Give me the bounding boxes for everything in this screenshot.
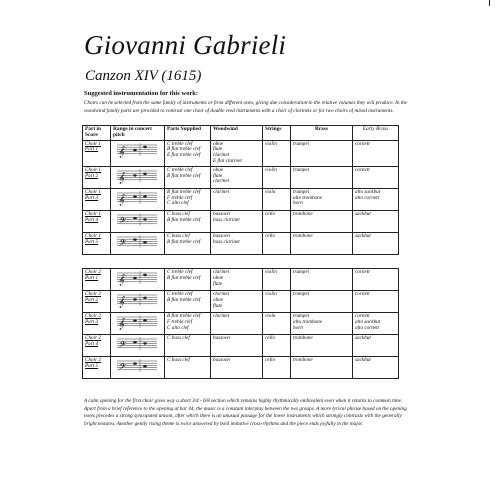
brass-cell-line: trumpet — [293, 140, 310, 147]
part-cell-line: Part 3 — [85, 318, 99, 325]
table-row — [83, 313, 399, 335]
early-brass-cell-line: alto cornett — [355, 324, 380, 331]
strings-cell-line: violin — [265, 166, 277, 173]
parts-supplied-cell — [165, 188, 211, 210]
brass-cell-line: trumpet — [293, 313, 310, 319]
parts-supplied-cell-line: C bass clef — [167, 357, 190, 363]
part-cell — [83, 188, 111, 210]
suggested-heading: Suggested instrumentation for this work: — [84, 90, 198, 97]
brass-cell-line: trumpet — [293, 188, 310, 195]
table-row — [83, 140, 399, 166]
part-cell — [83, 210, 111, 232]
range-cell — [111, 232, 165, 254]
parts-supplied-cell — [165, 210, 211, 232]
header-woodwind: Woodwind — [211, 126, 263, 141]
parts-supplied-cell — [165, 313, 211, 335]
table-row — [83, 335, 399, 357]
brass-cell-line: trombone — [293, 232, 313, 239]
strings-cell-line: viola — [265, 313, 276, 319]
range-staff-icon — [111, 141, 163, 158]
parts-supplied-cell-line: B flat treble clef — [167, 274, 201, 281]
parts-supplied-cell — [165, 357, 211, 379]
parts-supplied-cell-line: B flat treble clef — [167, 172, 201, 179]
strings-cell-line: cello — [265, 357, 276, 363]
strings-cell — [263, 269, 291, 291]
early-brass-cell — [353, 335, 399, 357]
woodwind-cell-line: clarinet — [213, 269, 230, 275]
parts-supplied-cell-line: E flat treble clef — [167, 152, 201, 159]
range-cell — [111, 188, 165, 210]
woodwind-cell — [211, 140, 263, 166]
woodwind-cell-line: bass clarinet — [213, 238, 240, 245]
early-brass-cell-line: alto cornett — [355, 194, 380, 201]
header-strings: Strings — [263, 126, 291, 141]
early-brass-cell-line: alto sackbut — [355, 188, 381, 195]
woodwind-cell — [211, 357, 263, 379]
brass-cell-line: horn — [293, 324, 303, 331]
early-brass-cell — [353, 140, 399, 166]
strings-cell-line: violin — [265, 269, 277, 275]
brass-cell — [291, 291, 353, 313]
parts-supplied-cell-line: B flat treble clef — [167, 188, 201, 195]
woodwind-cell-line: oboe — [213, 166, 224, 173]
brass-cell-line: trumpet — [293, 269, 310, 275]
brass-cell-line: alto trombone — [293, 194, 323, 201]
brass-cell-line: alto trombone — [293, 318, 323, 325]
parts-supplied-cell-line: B flat treble clef — [167, 313, 201, 319]
part-cell-line: Part 5 — [85, 238, 99, 245]
strings-cell — [263, 335, 291, 357]
woodwind-cell-line: clarinet — [213, 178, 230, 185]
header-part: Part in Score — [83, 126, 111, 141]
svg-text:𝄞: 𝄞 — [118, 194, 124, 206]
brass-cell-line: trombone — [293, 210, 313, 217]
woodwind-cell — [211, 188, 263, 210]
parts-supplied-cell-line: C bass clef — [167, 335, 190, 341]
woodwind-cell-line: clarinet — [213, 313, 230, 319]
part-cell-line: Choir 1 — [85, 188, 101, 195]
brass-cell — [291, 357, 353, 379]
parts-supplied-cell-line: B flat treble clef — [167, 238, 201, 245]
parts-supplied-cell-line: C treble clef — [167, 166, 193, 173]
parts-supplied-cell — [165, 140, 211, 166]
svg-text:𝄞: 𝄞 — [118, 297, 124, 308]
part-cell-line: Choir 1 — [85, 140, 101, 147]
strings-cell — [263, 188, 291, 210]
part-cell-line: Choir 2 — [85, 269, 101, 275]
early-brass-cell-line: sackbut — [355, 357, 371, 363]
woodwind-cell — [211, 210, 263, 232]
early-brass-cell-line: cornett — [355, 313, 370, 319]
part-cell-line: Choir 1 — [85, 166, 101, 173]
strings-cell-line: cello — [265, 210, 276, 217]
early-brass-cell-line: sackbut — [355, 210, 371, 217]
strings-cell-line: violin — [265, 291, 277, 297]
part-cell-line: Choir 2 — [85, 291, 101, 297]
choir-2-table — [82, 268, 399, 379]
table-header-row — [83, 126, 399, 141]
parts-supplied-cell-line: F treble clef — [167, 318, 193, 325]
woodwind-cell-line: oboe — [213, 140, 224, 147]
brass-cell-line: trombone — [293, 335, 313, 341]
parts-supplied-cell — [165, 335, 211, 357]
woodwind-cell-line: bassoon — [213, 232, 231, 239]
svg-text:𝄢: 𝄢 — [118, 341, 125, 352]
brass-cell — [291, 188, 353, 210]
part-cell — [83, 269, 111, 291]
range-cell — [111, 269, 165, 291]
closing-paragraph: A calm opening for the first choir gives way a short 3/4 - 6/8 section which remains highly rhythmically ambivalent even when it returns to common time. Apart from a brief reference to the opening at bar 44, the music is a constant interplay between the two groups. A more lyrical phrase based on the opening notes precedes a strong syncopated unison, after which there is an unusual passage for the lower instruments which strongly contrasts with the generally bright textures. Another gently rising theme is twice answered by bold imitative cross-rhythms and the piece ends joyfully in the major. — [84, 398, 407, 427]
range-staff-icon — [111, 167, 163, 184]
early-brass-cell — [353, 232, 399, 254]
table-row — [83, 166, 399, 188]
range-cell — [111, 140, 165, 166]
part-cell-line: Part 1 — [85, 146, 99, 153]
strings-cell — [263, 166, 291, 188]
parts-supplied-cell — [165, 232, 211, 254]
woodwind-cell-line: flute — [213, 146, 223, 153]
woodwind-cell — [211, 166, 263, 188]
svg-text:𝄞: 𝄞 — [118, 172, 124, 184]
range-staff-icon — [111, 313, 163, 330]
intro-paragraph: Choirs can be selected from the same family of instruments or from different ones, giving due consideration to the relative volumes they will produce. In the woodwind family parts are provided to contrast one choir of double reed instruments with a choir of clarinets or for two choirs of mixed instruments. — [84, 100, 408, 114]
part-cell-line: Choir 1 — [85, 210, 101, 217]
early-brass-cell — [353, 210, 399, 232]
range-staff-icon — [111, 357, 163, 374]
brass-cell — [291, 313, 353, 335]
range-cell — [111, 210, 165, 232]
strings-cell-line: cello — [265, 232, 276, 239]
parts-supplied-cell-line: C treble clef — [167, 291, 193, 297]
woodwind-cell — [211, 313, 263, 335]
part-cell — [83, 335, 111, 357]
part-cell — [83, 140, 111, 166]
strings-cell — [263, 313, 291, 335]
woodwind-cell-line: flute — [213, 280, 223, 287]
part-cell-line: Part 3 — [85, 194, 99, 201]
parts-supplied-cell-line: C bass clef — [167, 210, 190, 217]
early-brass-cell — [353, 357, 399, 379]
range-staff-icon — [111, 335, 163, 352]
range-staff-icon — [111, 189, 163, 206]
part-cell-line: Choir 2 — [85, 357, 101, 363]
table-row — [83, 232, 399, 254]
choir-1-table — [82, 125, 399, 255]
parts-supplied-cell-line: B flat treble clef — [167, 296, 201, 303]
brass-cell-line: trumpet — [293, 166, 310, 173]
woodwind-cell-line: bassoon — [213, 357, 231, 363]
woodwind-cell-line: oboe — [213, 296, 224, 303]
brass-cell — [291, 335, 353, 357]
range-cell — [111, 357, 165, 379]
parts-supplied-cell-line: C treble clef — [167, 140, 193, 147]
svg-text:𝄢: 𝄢 — [118, 216, 125, 228]
strings-cell-line: viola — [265, 188, 276, 195]
header-range: Range in concert pitch — [111, 126, 165, 141]
part-cell-line: Part 5 — [85, 362, 99, 369]
strings-cell — [263, 210, 291, 232]
work-title: Canzon XIV (1615) — [85, 68, 202, 84]
woodwind-cell-line: bass clarinet — [213, 216, 240, 223]
part-cell-line: Choir 1 — [85, 232, 101, 239]
header-brass: Brass — [291, 126, 353, 141]
strings-cell — [263, 291, 291, 313]
table-row — [83, 210, 399, 232]
range-staff-icon — [111, 233, 163, 250]
parts-supplied-cell — [165, 269, 211, 291]
woodwind-cell-line: flute — [213, 302, 223, 309]
part-cell — [83, 313, 111, 335]
woodwind-cell-line: bassoon — [213, 210, 231, 217]
header-early-brass: Early Brass — [353, 126, 399, 141]
strings-cell-line: cello — [265, 335, 276, 341]
parts-supplied-cell-line: C alto clef — [167, 324, 189, 331]
range-staff-icon — [111, 269, 163, 286]
brass-cell — [291, 269, 353, 291]
table-row — [83, 188, 399, 210]
table-row — [83, 291, 399, 313]
parts-supplied-cell-line: F treble clef — [167, 194, 193, 201]
part-cell — [83, 166, 111, 188]
woodwind-cell-line: clarinet — [213, 291, 230, 297]
early-brass-cell — [353, 269, 399, 291]
woodwind-cell-line: flute — [213, 172, 223, 179]
part-cell — [83, 357, 111, 379]
woodwind-cell-line: bassoon — [213, 335, 231, 341]
early-brass-cell-line: cornett — [355, 140, 370, 147]
early-brass-cell-line: sackbut — [355, 335, 371, 341]
strings-cell — [263, 140, 291, 166]
svg-text:𝄞: 𝄞 — [118, 275, 124, 286]
part-cell-line: Part 1 — [85, 274, 99, 281]
woodwind-cell — [211, 232, 263, 254]
table-row — [83, 357, 399, 379]
part-cell-line: Part 2 — [85, 172, 99, 179]
parts-supplied-cell-line: C treble clef — [167, 269, 193, 275]
strings-cell — [263, 357, 291, 379]
range-cell — [111, 335, 165, 357]
early-brass-cell — [353, 188, 399, 210]
woodwind-cell-line: clarinet — [213, 152, 230, 159]
early-brass-cell-line: sackbut — [355, 232, 371, 239]
part-cell-line: Part 2 — [85, 296, 99, 303]
header-parts-supplied: Parts Supplied — [165, 126, 211, 141]
corner-mark — [489, 0, 490, 6]
brass-cell — [291, 232, 353, 254]
part-cell-line: Choir 2 — [85, 335, 101, 341]
woodwind-cell-line: E flat clarinet — [213, 157, 242, 164]
range-cell — [111, 291, 165, 313]
part-cell — [83, 232, 111, 254]
woodwind-cell-line: clarinet — [213, 188, 230, 195]
brass-cell-line: horn — [293, 200, 303, 207]
early-brass-cell — [353, 313, 399, 335]
svg-text:𝄢: 𝄢 — [118, 363, 125, 374]
svg-text:𝄢: 𝄢 — [118, 238, 125, 250]
woodwind-cell — [211, 269, 263, 291]
brass-cell — [291, 140, 353, 166]
svg-text:𝄞: 𝄞 — [118, 319, 124, 330]
strings-cell-line: violin — [265, 140, 277, 147]
early-brass-cell-line: cornett — [355, 166, 370, 173]
composer-title: Giovanni Gabrieli — [84, 30, 287, 60]
brass-cell — [291, 166, 353, 188]
parts-supplied-cell — [165, 291, 211, 313]
parts-supplied-cell-line: C bass clef — [167, 232, 190, 239]
parts-supplied-cell-line: C alto clef — [167, 200, 189, 207]
woodwind-cell — [211, 335, 263, 357]
brass-cell-line: trumpet — [293, 291, 310, 297]
early-brass-cell — [353, 166, 399, 188]
strings-cell — [263, 232, 291, 254]
range-staff-icon — [111, 291, 163, 308]
parts-supplied-cell — [165, 166, 211, 188]
part-cell-line: Part 4 — [85, 216, 99, 223]
part-cell-line: Part 4 — [85, 340, 99, 347]
svg-text:𝄞: 𝄞 — [118, 146, 124, 158]
range-cell — [111, 313, 165, 335]
range-staff-icon — [111, 211, 163, 228]
early-brass-cell-line: cornett — [355, 291, 370, 297]
table-row — [83, 269, 399, 291]
range-cell — [111, 166, 165, 188]
parts-supplied-cell-line: B flat treble clef — [167, 146, 201, 153]
early-brass-cell-line: cornett — [355, 269, 370, 275]
brass-cell — [291, 210, 353, 232]
part-cell — [83, 291, 111, 313]
woodwind-cell-line: oboe — [213, 274, 224, 281]
part-cell-line: Choir 2 — [85, 313, 101, 319]
parts-supplied-cell-line: B flat treble clef — [167, 216, 201, 223]
woodwind-cell — [211, 291, 263, 313]
brass-cell-line: trombone — [293, 357, 313, 363]
early-brass-cell — [353, 291, 399, 313]
early-brass-cell-line: alto sackbut — [355, 318, 381, 325]
